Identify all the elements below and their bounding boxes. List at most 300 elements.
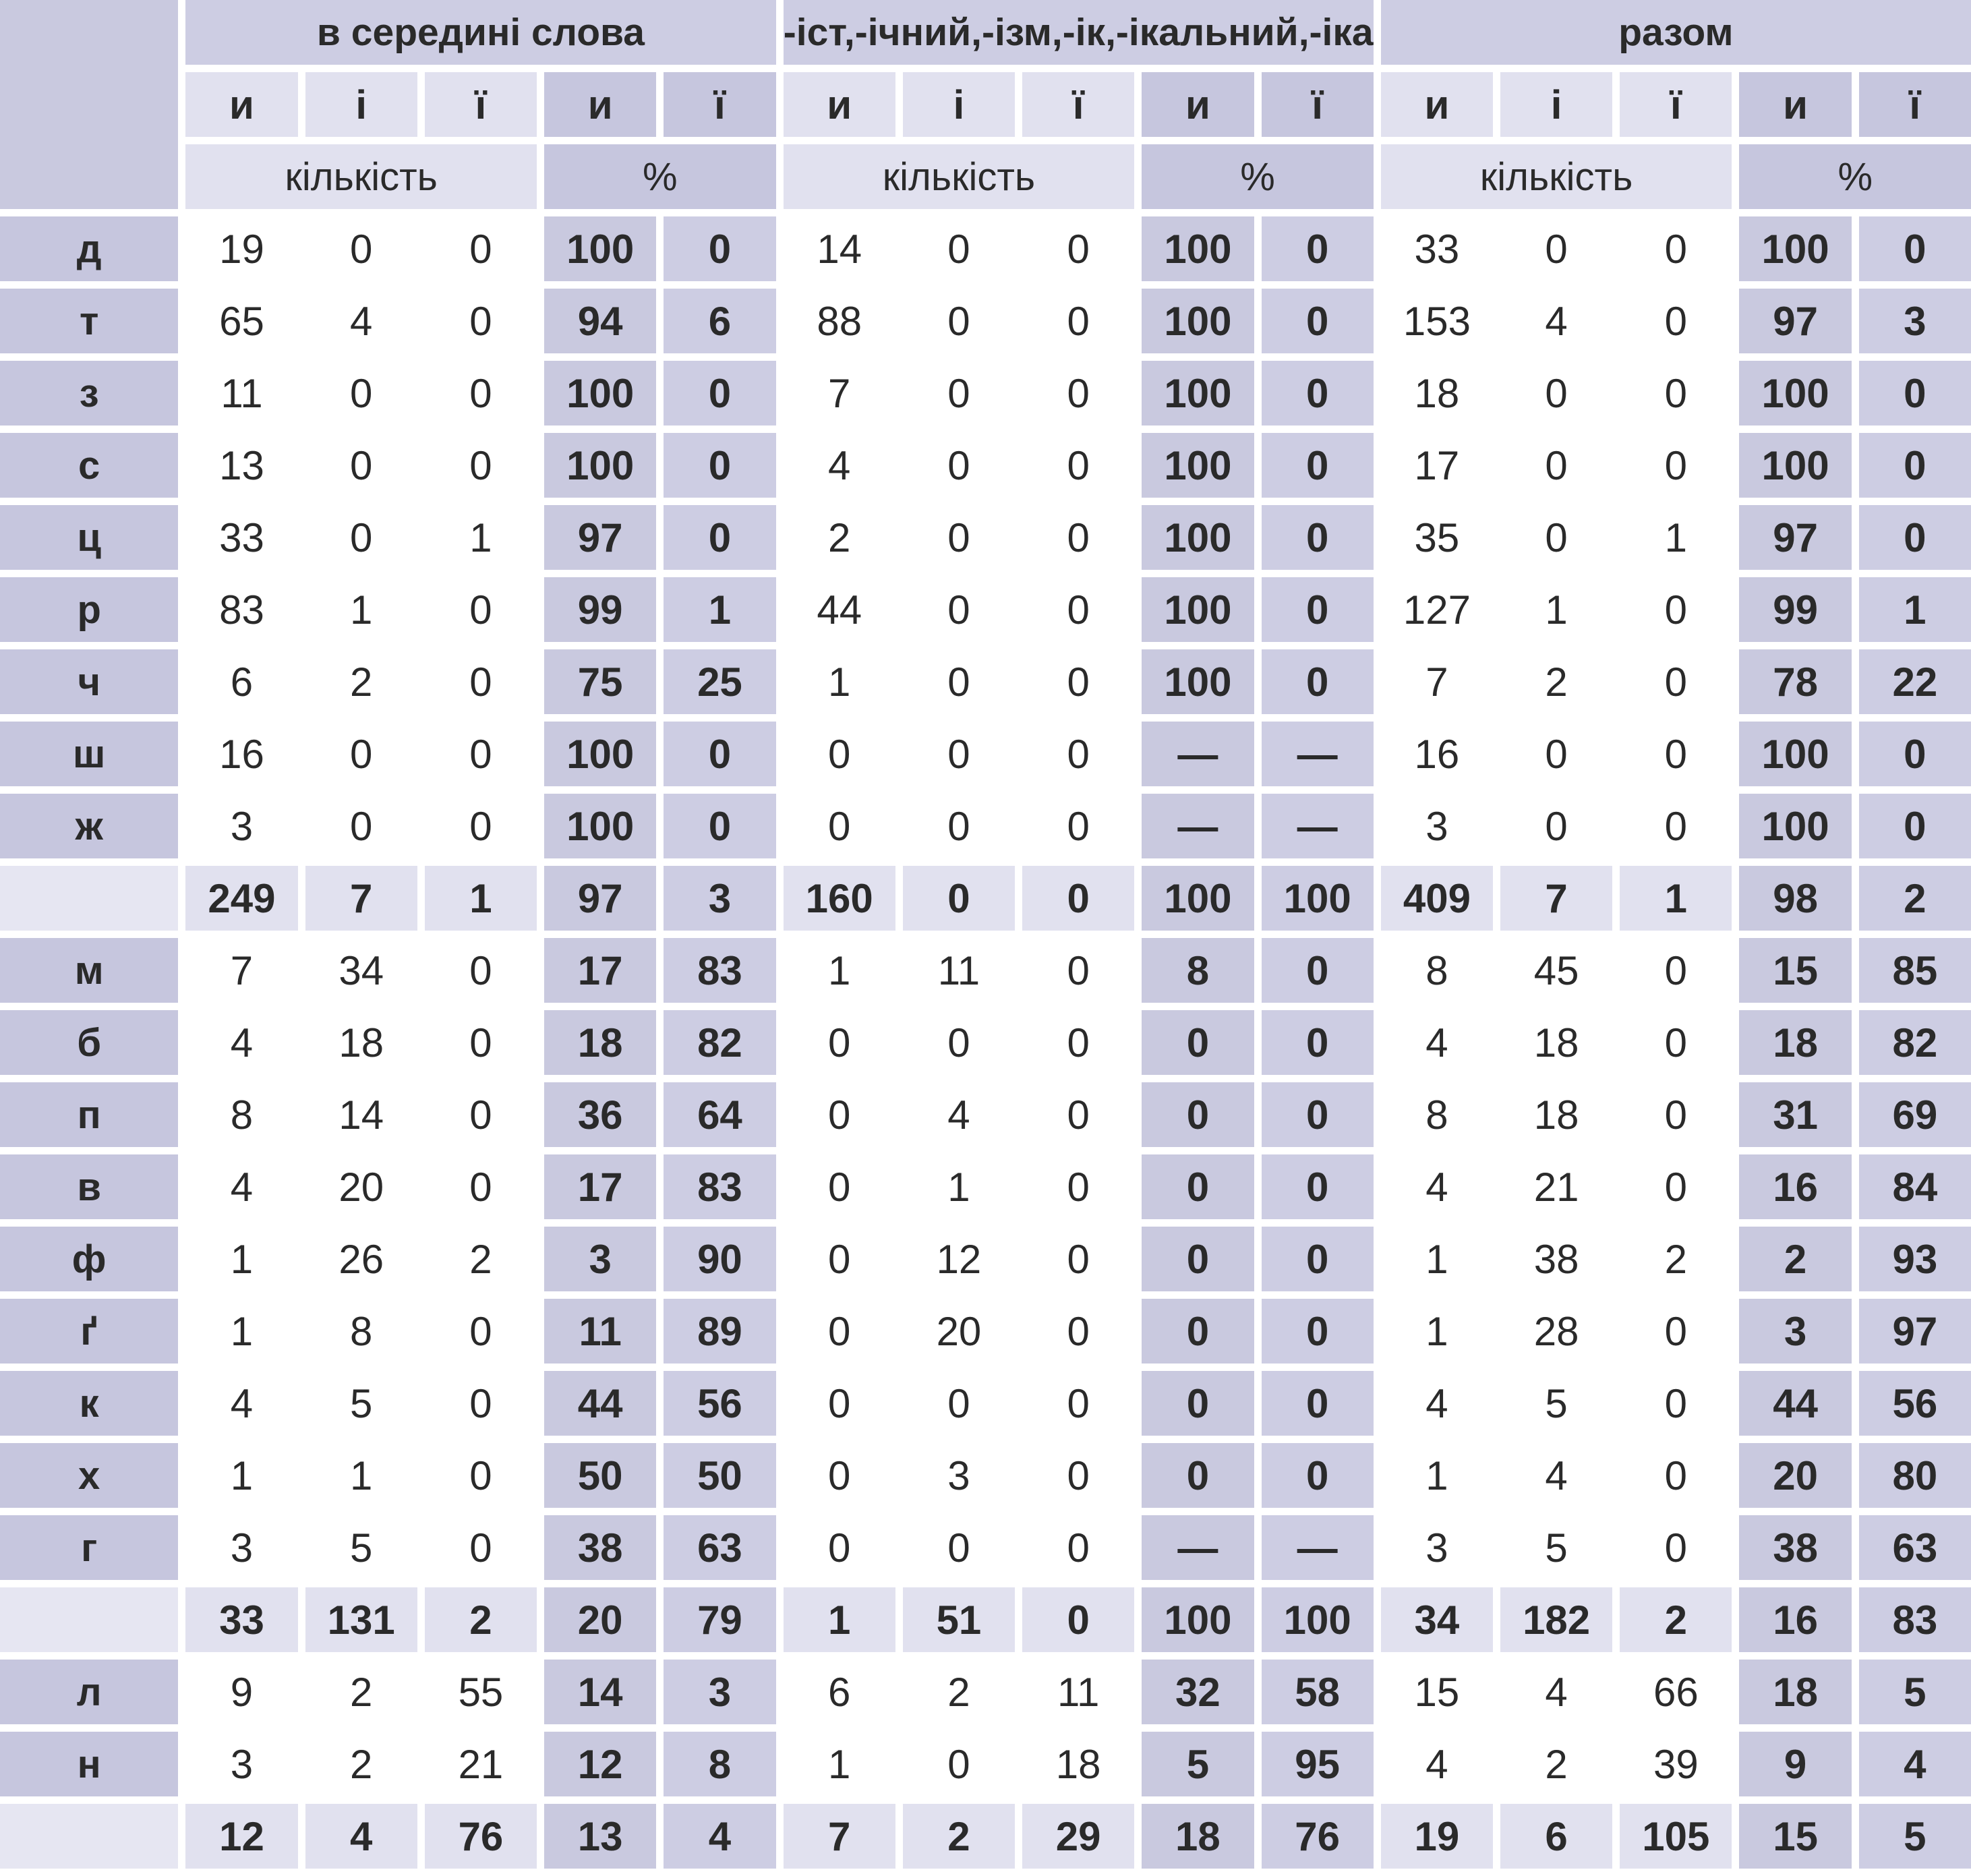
letter-header: ї — [1022, 72, 1134, 137]
count-cell: 18 — [1381, 361, 1493, 426]
count-cell: 2 — [1500, 649, 1612, 714]
count-cell: 2 — [305, 1660, 417, 1724]
count-cell: 0 — [1022, 1154, 1134, 1219]
count-cell: 0 — [1620, 433, 1732, 498]
count-cell: 0 — [1620, 1082, 1732, 1147]
count-cell: 0 — [903, 866, 1015, 931]
percent-cell: 100 — [1739, 216, 1851, 281]
count-cell: 1 — [1620, 505, 1732, 570]
count-cell: 26 — [305, 1227, 417, 1291]
count-cell: 1 — [1381, 1299, 1493, 1364]
row-label: ф — [0, 1227, 178, 1291]
count-cell: 0 — [1022, 1443, 1134, 1508]
count-cell: 4 — [903, 1082, 1015, 1147]
count-cell: 14 — [305, 1082, 417, 1147]
table-row — [0, 216, 1971, 281]
count-cell: 35 — [1381, 505, 1493, 570]
count-cell: 0 — [425, 1443, 537, 1508]
count-cell: 8 — [185, 1082, 297, 1147]
table-total-row — [0, 1587, 1971, 1652]
letter-header: и — [784, 72, 895, 137]
percent-cell: 14 — [544, 1660, 656, 1724]
percent-cell: 11 — [544, 1299, 656, 1364]
count-cell: 8 — [1381, 938, 1493, 1003]
percent-cell: 2 — [1739, 1227, 1851, 1291]
row-label: с — [0, 433, 178, 498]
count-cell: 8 — [305, 1299, 417, 1364]
percent-cell: 0 — [1262, 1154, 1374, 1219]
percent-cell: 0 — [1262, 577, 1374, 642]
percent-cell: 56 — [1859, 1371, 1971, 1436]
percent-cell: 69 — [1859, 1082, 1971, 1147]
count-cell: 4 — [185, 1371, 297, 1436]
count-cell: 1 — [1381, 1227, 1493, 1291]
count-cell: 2 — [1620, 1587, 1732, 1652]
percent-cell: 76 — [1262, 1804, 1374, 1869]
percent-cell: 83 — [1859, 1587, 1971, 1652]
count-cell: 0 — [1022, 361, 1134, 426]
percent-cell: 36 — [544, 1082, 656, 1147]
percent-cell: 0 — [1859, 505, 1971, 570]
count-cell: 0 — [1022, 866, 1134, 931]
count-cell: 0 — [784, 1515, 895, 1580]
percent-cell: 0 — [1262, 1371, 1374, 1436]
count-cell: 0 — [425, 794, 537, 858]
table-row — [0, 1082, 1971, 1147]
percent-cell: 0 — [1859, 722, 1971, 786]
percent-cell: 85 — [1859, 938, 1971, 1003]
count-cell: 0 — [1022, 1299, 1134, 1364]
count-cell: 19 — [185, 216, 297, 281]
count-cell: 4 — [305, 289, 417, 353]
letter-header: ї — [1859, 72, 1971, 137]
percent-cell: 97 — [1739, 505, 1851, 570]
count-cell: 1 — [903, 1154, 1015, 1219]
percent-cell: 0 — [1142, 1299, 1254, 1364]
count-cell: 1 — [784, 649, 895, 714]
table-row — [0, 1371, 1971, 1436]
percent-cell: 18 — [1739, 1010, 1851, 1075]
percent-cell: 20 — [544, 1587, 656, 1652]
percent-cell: 0 — [664, 433, 775, 498]
count-header: кількість — [185, 144, 537, 209]
row-label — [0, 1804, 178, 1869]
count-cell: 4 — [1381, 1154, 1493, 1219]
count-cell: 0 — [1022, 649, 1134, 714]
percent-cell: 97 — [544, 505, 656, 570]
count-cell: 0 — [425, 1299, 537, 1364]
percent-cell: 16 — [1739, 1154, 1851, 1219]
count-cell: 0 — [903, 1515, 1015, 1580]
count-cell: 0 — [425, 1371, 537, 1436]
percent-cell: 0 — [1262, 1443, 1374, 1508]
count-cell: 7 — [185, 938, 297, 1003]
count-cell: 0 — [1620, 938, 1732, 1003]
percent-cell: 83 — [664, 1154, 775, 1219]
percent-cell: 3 — [664, 866, 775, 931]
count-cell: 0 — [903, 794, 1015, 858]
count-cell: 0 — [305, 216, 417, 281]
percent-cell: 64 — [664, 1082, 775, 1147]
percent-cell: 38 — [544, 1515, 656, 1580]
count-cell: 20 — [305, 1154, 417, 1219]
count-cell: 0 — [1500, 722, 1612, 786]
percent-cell: 78 — [1739, 649, 1851, 714]
count-cell: 409 — [1381, 866, 1493, 931]
count-cell: 0 — [784, 1154, 895, 1219]
row-label: ж — [0, 794, 178, 858]
count-cell: 182 — [1500, 1587, 1612, 1652]
count-cell: 2 — [1620, 1227, 1732, 1291]
percent-cell: 100 — [1262, 866, 1374, 931]
table-header — [0, 0, 1971, 209]
count-cell: 7 — [1500, 866, 1612, 931]
percent-cell: 17 — [544, 1154, 656, 1219]
percent-cell: 83 — [664, 938, 775, 1003]
count-cell: 4 — [1500, 1660, 1612, 1724]
count-cell: 7 — [784, 1804, 895, 1869]
count-cell: 0 — [784, 1443, 895, 1508]
percent-cell: 22 — [1859, 649, 1971, 714]
percent-cell: 100 — [544, 433, 656, 498]
row-label: б — [0, 1010, 178, 1075]
table-row — [0, 649, 1971, 714]
letter-header: і — [305, 72, 417, 137]
count-cell: 0 — [784, 794, 895, 858]
count-cell: 0 — [903, 1010, 1015, 1075]
percent-cell: 0 — [1142, 1443, 1254, 1508]
group-header: разом — [1381, 0, 1971, 65]
count-cell: 0 — [1022, 1515, 1134, 1580]
count-cell: 0 — [1620, 1010, 1732, 1075]
percent-cell: 0 — [1859, 216, 1971, 281]
percent-cell: 100 — [544, 361, 656, 426]
count-cell: 16 — [1381, 722, 1493, 786]
count-cell: 0 — [1620, 361, 1732, 426]
percent-cell: 17 — [544, 938, 656, 1003]
percent-cell: 100 — [1142, 433, 1254, 498]
header-group-row — [0, 0, 1971, 65]
row-label: д — [0, 216, 178, 281]
count-cell: 6 — [784, 1660, 895, 1724]
count-cell: 249 — [185, 866, 297, 931]
count-cell: 0 — [1620, 1299, 1732, 1364]
percent-cell: 1 — [664, 577, 775, 642]
count-cell: 15 — [1381, 1660, 1493, 1724]
percent-cell: 100 — [1739, 361, 1851, 426]
count-cell: 0 — [305, 361, 417, 426]
count-cell: 0 — [903, 433, 1015, 498]
count-cell: 6 — [185, 649, 297, 714]
count-cell: 1 — [1381, 1443, 1493, 1508]
count-cell: 0 — [903, 722, 1015, 786]
count-cell: 0 — [1022, 433, 1134, 498]
table-row — [0, 1660, 1971, 1724]
percent-cell: 0 — [1262, 938, 1374, 1003]
count-cell: 5 — [1500, 1371, 1612, 1436]
count-cell: 5 — [305, 1515, 417, 1580]
percent-cell: 38 — [1739, 1515, 1851, 1580]
percent-cell: 100 — [1142, 216, 1254, 281]
percent-cell: 100 — [1739, 722, 1851, 786]
count-cell: 0 — [305, 433, 417, 498]
count-cell: 0 — [425, 1154, 537, 1219]
table-row — [0, 1515, 1971, 1580]
count-cell: 45 — [1500, 938, 1612, 1003]
percent-cell: — — [1142, 794, 1254, 858]
count-cell: 7 — [784, 361, 895, 426]
table-row — [0, 577, 1971, 642]
count-cell: 11 — [185, 361, 297, 426]
count-cell: 2 — [1500, 1732, 1612, 1796]
count-cell: 0 — [1022, 938, 1134, 1003]
count-cell: 2 — [305, 649, 417, 714]
percent-cell: 100 — [1142, 361, 1254, 426]
percent-cell: 4 — [664, 1804, 775, 1869]
count-cell: 3 — [185, 1732, 297, 1796]
count-cell: 0 — [1620, 794, 1732, 858]
count-cell: 160 — [784, 866, 895, 931]
count-cell: 0 — [1500, 216, 1612, 281]
count-cell: 4 — [185, 1010, 297, 1075]
percent-cell: 0 — [1262, 1082, 1374, 1147]
count-cell: 20 — [903, 1299, 1015, 1364]
percent-cell: 100 — [1142, 289, 1254, 353]
count-cell: 4 — [1381, 1371, 1493, 1436]
count-cell: 0 — [784, 1371, 895, 1436]
percent-cell: 100 — [1739, 433, 1851, 498]
percent-cell: 100 — [1142, 1587, 1254, 1652]
percent-cell: 100 — [1142, 505, 1254, 570]
count-cell: 1 — [425, 866, 537, 931]
count-cell: 0 — [1022, 577, 1134, 642]
count-cell: 0 — [1620, 1154, 1732, 1219]
row-label: к — [0, 1371, 178, 1436]
table-row — [0, 938, 1971, 1003]
count-cell: 0 — [903, 289, 1015, 353]
count-cell: 0 — [903, 216, 1015, 281]
percent-cell: — — [1142, 1515, 1254, 1580]
percent-cell: 9 — [1739, 1732, 1851, 1796]
percent-cell: 0 — [1142, 1154, 1254, 1219]
count-cell: 0 — [1620, 649, 1732, 714]
table-body — [0, 216, 1971, 1869]
percent-cell: 32 — [1142, 1660, 1254, 1724]
row-label: л — [0, 1660, 178, 1724]
count-cell: 3 — [1381, 794, 1493, 858]
letter-header: ї — [1620, 72, 1732, 137]
row-label: г — [0, 1515, 178, 1580]
percent-cell: 18 — [544, 1010, 656, 1075]
percent-cell: 90 — [664, 1227, 775, 1291]
count-cell: 0 — [784, 1299, 895, 1364]
count-cell: 0 — [903, 361, 1015, 426]
row-label: м — [0, 938, 178, 1003]
count-cell: 7 — [305, 866, 417, 931]
count-cell: 33 — [185, 1587, 297, 1652]
count-cell: 2 — [305, 1732, 417, 1796]
percent-cell: 79 — [664, 1587, 775, 1652]
percent-cell: 100 — [1739, 794, 1851, 858]
count-cell: 38 — [1500, 1227, 1612, 1291]
percent-cell: 6 — [664, 289, 775, 353]
count-cell: 5 — [305, 1371, 417, 1436]
letter-header: и — [1739, 72, 1851, 137]
percent-header: % — [1142, 144, 1373, 209]
count-cell: 2 — [903, 1660, 1015, 1724]
percent-cell: 1 — [1859, 577, 1971, 642]
percent-header: % — [1739, 144, 1971, 209]
count-cell: 0 — [784, 1082, 895, 1147]
percent-cell: 82 — [1859, 1010, 1971, 1075]
count-cell: 0 — [1620, 1371, 1732, 1436]
percent-cell: 3 — [544, 1227, 656, 1291]
percent-cell: 0 — [1262, 1010, 1374, 1075]
table-row — [0, 722, 1971, 786]
table-row — [0, 1443, 1971, 1508]
count-cell: 0 — [305, 722, 417, 786]
count-cell: 0 — [1022, 1587, 1134, 1652]
percent-cell: 8 — [664, 1732, 775, 1796]
table-row — [0, 1154, 1971, 1219]
percent-cell: 12 — [544, 1732, 656, 1796]
count-cell: 0 — [1022, 1010, 1134, 1075]
percent-cell: 80 — [1859, 1443, 1971, 1508]
count-cell: 1 — [185, 1227, 297, 1291]
percent-cell: 18 — [1739, 1660, 1851, 1724]
count-cell: 16 — [185, 722, 297, 786]
count-cell: 0 — [425, 433, 537, 498]
count-cell: 0 — [1620, 722, 1732, 786]
percent-cell: 16 — [1739, 1587, 1851, 1652]
count-cell: 0 — [784, 722, 895, 786]
row-label: х — [0, 1443, 178, 1508]
percent-cell: 0 — [664, 216, 775, 281]
count-cell: 0 — [903, 577, 1015, 642]
percent-cell: 0 — [1142, 1227, 1254, 1291]
row-label — [0, 1587, 178, 1652]
percent-cell: 0 — [1859, 361, 1971, 426]
percent-cell: 94 — [544, 289, 656, 353]
percent-header: % — [544, 144, 776, 209]
percent-cell: 100 — [1142, 577, 1254, 642]
count-cell: 0 — [1022, 1371, 1134, 1436]
count-cell: 105 — [1620, 1804, 1732, 1869]
count-cell: 34 — [1381, 1587, 1493, 1652]
count-cell: 34 — [305, 938, 417, 1003]
percent-cell: 0 — [1142, 1010, 1254, 1075]
count-cell: 0 — [425, 1082, 537, 1147]
count-cell: 1 — [784, 1732, 895, 1796]
percent-cell: 5 — [1142, 1732, 1254, 1796]
percent-cell: 84 — [1859, 1154, 1971, 1219]
percent-cell: 58 — [1262, 1660, 1374, 1724]
count-cell: 3 — [903, 1443, 1015, 1508]
count-cell: 0 — [425, 361, 537, 426]
letter-header: ї — [1262, 72, 1374, 137]
count-cell: 28 — [1500, 1299, 1612, 1364]
percent-cell: 100 — [1262, 1587, 1374, 1652]
percent-cell: 99 — [1739, 577, 1851, 642]
count-cell: 1 — [1500, 577, 1612, 642]
count-cell: 33 — [1381, 216, 1493, 281]
percent-cell: 100 — [1142, 866, 1254, 931]
table-total-row — [0, 1804, 1971, 1869]
percent-cell: 2 — [1859, 866, 1971, 931]
percent-cell: — — [1262, 1515, 1374, 1580]
percent-cell: 0 — [1142, 1082, 1254, 1147]
percent-cell: 3 — [1859, 289, 1971, 353]
count-cell: 88 — [784, 289, 895, 353]
header-letter-row — [0, 72, 1971, 137]
count-cell: 4 — [1381, 1732, 1493, 1796]
percent-cell: 8 — [1142, 938, 1254, 1003]
count-cell: 3 — [185, 1515, 297, 1580]
count-cell: 39 — [1620, 1732, 1732, 1796]
count-cell: 0 — [1022, 216, 1134, 281]
count-cell: 1 — [305, 577, 417, 642]
count-cell: 4 — [1500, 1443, 1612, 1508]
count-cell: 2 — [903, 1804, 1015, 1869]
count-cell: 0 — [1500, 794, 1612, 858]
percent-cell: 0 — [1262, 289, 1374, 353]
count-cell: 0 — [425, 289, 537, 353]
percent-cell: 82 — [664, 1010, 775, 1075]
count-cell: 11 — [1022, 1660, 1134, 1724]
percent-cell: 20 — [1739, 1443, 1851, 1508]
table-row — [0, 794, 1971, 858]
count-cell: 44 — [784, 577, 895, 642]
corner-cell — [0, 0, 178, 209]
count-cell: 18 — [1500, 1010, 1612, 1075]
row-label: ш — [0, 722, 178, 786]
count-cell: 0 — [425, 722, 537, 786]
count-cell: 18 — [1022, 1732, 1134, 1796]
count-cell: 0 — [1500, 361, 1612, 426]
count-cell: 0 — [1022, 289, 1134, 353]
letter-header: и — [1381, 72, 1493, 137]
count-cell: 0 — [425, 577, 537, 642]
table-row — [0, 361, 1971, 426]
count-cell: 1 — [305, 1443, 417, 1508]
count-header: кількість — [1381, 144, 1732, 209]
row-label: з — [0, 361, 178, 426]
count-cell: 0 — [425, 649, 537, 714]
percent-cell: 15 — [1739, 1804, 1851, 1869]
count-cell: 12 — [903, 1227, 1015, 1291]
count-cell: 4 — [1381, 1010, 1493, 1075]
count-cell: 2 — [425, 1587, 537, 1652]
count-cell: 66 — [1620, 1660, 1732, 1724]
percent-cell: 99 — [544, 577, 656, 642]
percent-cell: 0 — [1142, 1371, 1254, 1436]
percent-cell: 18 — [1142, 1804, 1254, 1869]
count-cell: 6 — [1500, 1804, 1612, 1869]
group-header: в середині слова — [185, 0, 775, 65]
count-cell: 0 — [903, 1371, 1015, 1436]
count-cell: 8 — [1381, 1082, 1493, 1147]
count-cell: 0 — [784, 1227, 895, 1291]
count-cell: 0 — [1500, 433, 1612, 498]
count-cell: 1 — [425, 505, 537, 570]
count-cell: 1 — [784, 938, 895, 1003]
count-cell: 0 — [305, 794, 417, 858]
letter-header: ї — [425, 72, 537, 137]
percent-cell: 98 — [1739, 866, 1851, 931]
count-cell: 0 — [425, 1010, 537, 1075]
count-cell: 127 — [1381, 577, 1493, 642]
count-cell: 11 — [903, 938, 1015, 1003]
